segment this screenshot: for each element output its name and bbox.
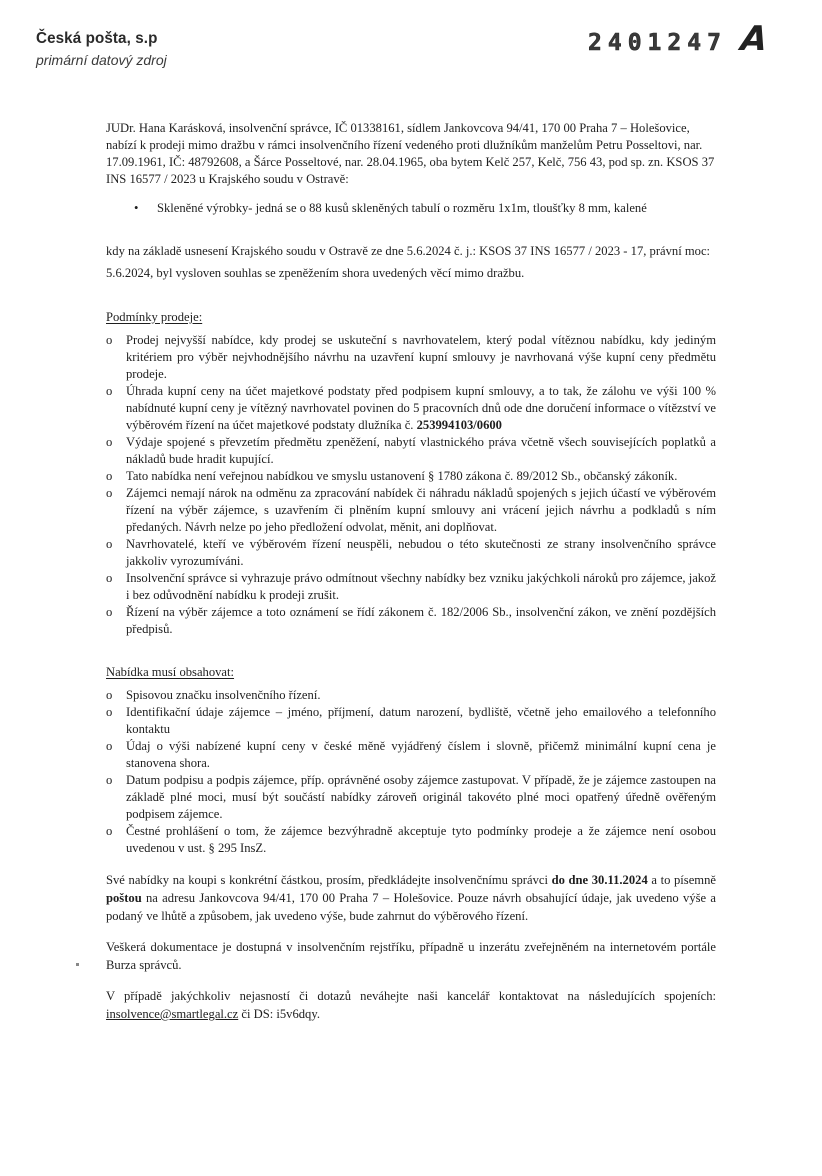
circle-bullet-icon: o bbox=[106, 605, 113, 619]
circle-bullet-icon: o bbox=[106, 333, 113, 347]
circle-bullet-icon: o bbox=[106, 773, 113, 787]
header-source: primární datový zdroj bbox=[36, 52, 167, 68]
circle-bullet-icon: o bbox=[106, 435, 113, 449]
requirement-text: Údaj o výši nabízené kupní ceny v české měně vyjádřený číslem i slovně, přičemž minimální kupní cena je stanovena shora. bbox=[126, 739, 716, 770]
submission-text-1: Své nabídky na koupi s konkrétní částkou, prosím, předkládejte insolvenčnímu správci bbox=[106, 873, 552, 887]
submission-text-3: na adresu Jankovcova 94/41, 170 00 Praha 7 – Holešovice. Pouze návrh obsahující údaje, jak uvedeno výše a podaný ve lhůtě a způsobem, jak uvedeno výše, bude zahrnut do výběrového řízení. bbox=[106, 891, 716, 923]
condition-item bbox=[106, 468, 716, 485]
condition-text: Zájemci nemají nárok na odměnu za zpracování nabídek či náhradu nákladů spojených s jejich účastí ve výběrovém řízení na výběr zájemce, s uzavřením či plněním kupní smlouvy ani vrácení jejich návrhu a podkladů s ním předaných. Návrh nelze po jeho předložení odvolat, měnit, ani doplňovat. bbox=[126, 486, 716, 534]
circle-bullet-icon: o bbox=[106, 739, 113, 753]
circle-bullet-icon: o bbox=[106, 537, 113, 551]
circle-bullet-icon: o bbox=[106, 824, 113, 838]
condition-item bbox=[106, 536, 716, 570]
contact-paragraph bbox=[106, 987, 716, 1023]
condition-text: Navrhovatelé, kteří ve výběrovém řízení neuspěli, nebudou o této skutečnosti ze strany insolvenčního správce jakkoliv vyrozumíváni. bbox=[126, 537, 716, 568]
condition-item bbox=[106, 604, 716, 638]
header-organization: Česká pošta, s.p bbox=[36, 30, 158, 47]
requirement-text: Identifikační údaje zájemce – jméno, příjmení, datum narození, bydliště, včetně jeho emailového a telefonního kontaktu bbox=[126, 705, 716, 736]
goods-list bbox=[106, 200, 716, 217]
goods-item: • Skleněné výrobky- jedná se o 88 kusů skleněných tabulí o rozměru 1x1m, tloušťky 8 mm, kalené bbox=[134, 200, 716, 217]
document-body bbox=[106, 120, 716, 1023]
stamp-number: 2401247 bbox=[588, 30, 727, 56]
requirement-item bbox=[106, 772, 716, 823]
bank-account-number: 253994103/0600 bbox=[416, 418, 502, 432]
condition-item bbox=[106, 383, 716, 434]
requirement-text: Spisovou značku insolvenčního řízení. bbox=[126, 688, 321, 702]
stamp-letter: A bbox=[738, 19, 770, 59]
condition-item bbox=[106, 434, 716, 468]
circle-bullet-icon: o bbox=[106, 705, 113, 719]
court-decision-paragraph: kdy na základě usnesení Krajského soudu v Ostravě ze dne 5.6.2024 č. j.: KSOS 37 INS 16577 / 2023 - 17, právní moc: 5.6.2024, byl vysloven souhlas se zpeněžením shora uvedených věcí mimo dražbu. bbox=[106, 244, 711, 280]
condition-item bbox=[106, 485, 716, 536]
submission-text-2: a to písemně bbox=[647, 873, 716, 887]
circle-bullet-icon: o bbox=[106, 688, 113, 702]
submission-deadline: do dne 30.11.2024 bbox=[551, 873, 648, 887]
document-stamp bbox=[588, 19, 770, 59]
postal-header bbox=[36, 30, 167, 68]
circle-bullet-icon: o bbox=[106, 571, 113, 585]
submission-paragraph bbox=[106, 871, 716, 925]
condition-item bbox=[106, 570, 716, 604]
condition-text: Insolvenční správce si vyhrazuje právo odmítnout všechny nabídky bez vzniku jakýchkoli nároků pro zájemce, jakož i bez odůvodnění nabídku k prodeji zrušit. bbox=[126, 571, 716, 602]
scan-speck bbox=[76, 963, 79, 966]
contact-text: V případě jakýchkoliv nejasností či dotazů neváhejte naši kancelář kontaktovat na následujících spojeních: bbox=[106, 989, 716, 1003]
conditions-heading: Podmínky prodeje: bbox=[106, 310, 203, 324]
conditions-list bbox=[106, 332, 716, 638]
condition-text: Tato nabídka není veřejnou nabídkou ve smyslu ustanovení § 1780 zákona č. 89/2012 Sb., občanský zákoník. bbox=[126, 469, 678, 483]
intro-paragraph: JUDr. Hana Karásková, insolvenční správce, IČ 01338161, sídlem Jankovcova 94/41, 170 00 Praha 7 – Holešovice, nabízí k prodeji mimo dražbu v rámci insolvenčního řízení vedeného proti dlužníkům manželům Petru Posseltovi, nar. 17.09.1961, IČ: 48792608, a Šárce Posseltové, nar. 28.04.1965, oba bytem Kelč 257, Kelč, 756 43, pod sp. zn. KSOS 37 INS 16577 / 2023 u Krajského soudu v Ostravě: bbox=[106, 121, 715, 186]
condition-text: Řízení na výběr zájemce a toto oznámení se řídí zákonem č. 182/2006 Sb., insolvenční zákon, ve znění pozdějších předpisů. bbox=[126, 605, 716, 636]
requirement-item bbox=[106, 704, 716, 738]
offer-requirements-heading: Nabídka musí obsahovat: bbox=[106, 665, 235, 679]
offer-requirements-list bbox=[106, 687, 716, 857]
circle-bullet-icon: o bbox=[106, 384, 113, 398]
submission-method: poštou bbox=[106, 891, 142, 905]
condition-text: Prodej nejvyšší nabídce, kdy prodej se uskuteční s navrhovatelem, který podal vítěznou nabídku, kdy jediným kritériem pro výběr nejvhodnějšího návrhu na uzavření kupní smlouvy je navrhovaná výše kupní ceny předmětu prodeje. bbox=[126, 333, 716, 381]
requirement-item bbox=[106, 687, 716, 704]
contact-data-box: či DS: i5v6dqy. bbox=[238, 1007, 320, 1021]
requirement-item bbox=[106, 823, 716, 857]
requirement-text: Čestné prohlášení o tom, že zájemce bezvýhradně akceptuje tyto podmínky prodeje a že zájemce není osobou uvedenou v ust. § 295 InsZ. bbox=[126, 824, 716, 855]
documentation-paragraph: Veškerá dokumentace je dostupná v insolvenčním rejstříku, případně u inzerátu zveřejněném na internetovém portále Burza správců. bbox=[106, 940, 716, 972]
circle-bullet-icon: o bbox=[106, 469, 113, 483]
condition-text: Úhrada kupní ceny na účet majetkové podstaty před podpisem kupní smlouvy, a to tak, že zálohu ve výši 100 % nabídnuté kupní ceny je vítězný navrhovatel povinen do 5 pracovních dnů ode dne doručení informace o vítězství ve výběrovém řízení na účet majetkové podstaty dlužníka č. bbox=[126, 384, 716, 432]
contact-email-link[interactable]: insolvence@smartlegal.cz bbox=[106, 1007, 239, 1021]
condition-text: Výdaje spojené s převzetím předmětu zpeněžení, nabytí vlastnického práva včetně všech souvisejících poplatků a nákladů bude hradit kupující. bbox=[126, 435, 716, 466]
circle-bullet-icon: o bbox=[106, 486, 113, 500]
requirement-text: Datum podpisu a podpis zájemce, příp. oprávněné osoby zájemce zastupovat. V případě, že je zájemce zastoupen na základě plné moci, musí být součástí nabídky zároveň originál takovéto plné moci opatřený úředně ověřeným podpisem zájemce. bbox=[126, 773, 716, 821]
requirement-item bbox=[106, 738, 716, 772]
condition-item bbox=[106, 332, 716, 383]
